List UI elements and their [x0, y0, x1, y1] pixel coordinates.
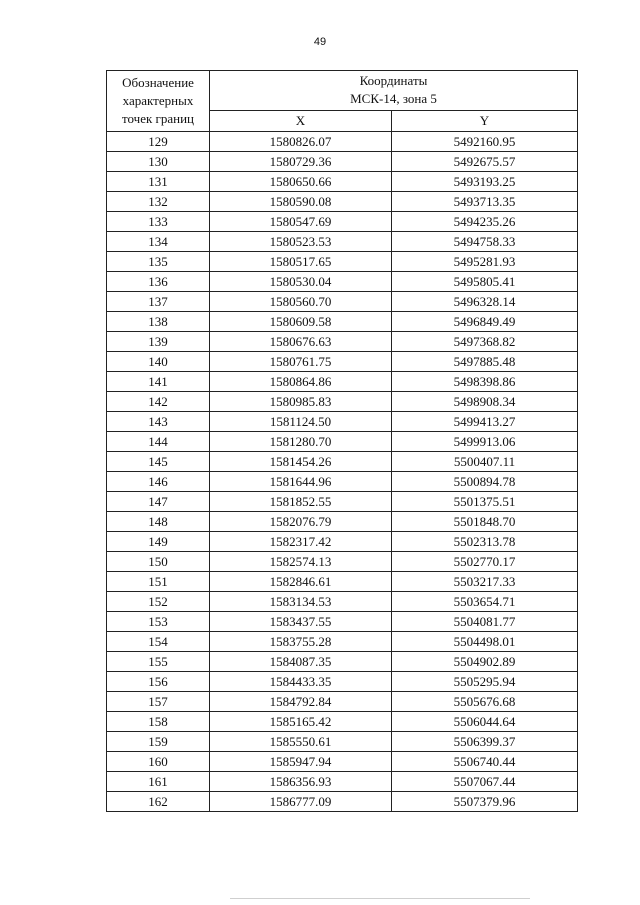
coordinate-system-label: МСК-14, зона 5 — [350, 91, 437, 107]
y-coordinate-cell: 5502313.78 — [392, 532, 578, 552]
x-coordinate-cell: 1580517.65 — [210, 252, 392, 272]
y-coordinate-cell: 5504081.77 — [392, 612, 578, 632]
x-coordinate-cell: 1580560.70 — [210, 292, 392, 312]
y-coordinate-cell: 5495281.93 — [392, 252, 578, 272]
coordinates-table — [106, 70, 578, 812]
table-row — [107, 312, 578, 332]
x-coordinate-cell: 1581644.96 — [210, 472, 392, 492]
point-id-cell: 143 — [107, 412, 210, 432]
table-row — [107, 492, 578, 512]
point-id-cell: 137 — [107, 292, 210, 312]
table-row — [107, 772, 578, 792]
y-coordinate-cell: 5504498.01 — [392, 632, 578, 652]
point-id-cell: 153 — [107, 612, 210, 632]
y-coordinate-cell: 5502770.17 — [392, 552, 578, 572]
table-row — [107, 472, 578, 492]
table-row — [107, 452, 578, 472]
table-row — [107, 212, 578, 232]
x-coordinate-cell: 1584433.35 — [210, 672, 392, 692]
y-coordinate-cell: 5492675.57 — [392, 152, 578, 172]
point-id-cell: 145 — [107, 452, 210, 472]
x-coordinate-cell: 1585550.61 — [210, 732, 392, 752]
y-coordinate-cell: 5501375.51 — [392, 492, 578, 512]
point-id-cell: 151 — [107, 572, 210, 592]
x-coordinate-cell: 1582076.79 — [210, 512, 392, 532]
point-id-cell: 160 — [107, 752, 210, 772]
x-coordinate-cell: 1584087.35 — [210, 652, 392, 672]
table-row — [107, 732, 578, 752]
page-number: 49 — [313, 36, 327, 48]
y-coordinate-cell: 5493193.25 — [392, 172, 578, 192]
table-row — [107, 172, 578, 192]
point-id-cell: 156 — [107, 672, 210, 692]
table-row — [107, 712, 578, 732]
y-coordinate-cell: 5495805.41 — [392, 272, 578, 292]
table-row — [107, 792, 578, 812]
table-row — [107, 612, 578, 632]
y-coordinate-cell: 5497885.48 — [392, 352, 578, 372]
y-coordinate-cell: 5505295.94 — [392, 672, 578, 692]
x-coordinate-cell: 1582317.42 — [210, 532, 392, 552]
table-row — [107, 672, 578, 692]
table-row — [107, 692, 578, 712]
table-body — [107, 132, 578, 812]
point-id-cell: 130 — [107, 152, 210, 172]
y-coordinate-cell: 5505676.68 — [392, 692, 578, 712]
point-id-cell: 131 — [107, 172, 210, 192]
y-coordinate-cell: 5503654.71 — [392, 592, 578, 612]
point-id-cell: 144 — [107, 432, 210, 452]
y-coordinate-cell: 5506399.37 — [392, 732, 578, 752]
table-row — [107, 392, 578, 412]
table-row — [107, 132, 578, 152]
point-id-cell: 146 — [107, 472, 210, 492]
point-id-cell: 162 — [107, 792, 210, 812]
x-coordinate-cell: 1581454.26 — [210, 452, 392, 472]
point-id-cell: 147 — [107, 492, 210, 512]
y-coordinate-cell: 5500894.78 — [392, 472, 578, 492]
table-row — [107, 352, 578, 372]
table-row — [107, 332, 578, 352]
x-coordinate-cell: 1580826.07 — [210, 132, 392, 152]
y-coordinate-cell: 5496328.14 — [392, 292, 578, 312]
y-coordinate-cell: 5507379.96 — [392, 792, 578, 812]
point-id-cell: 142 — [107, 392, 210, 412]
point-id-cell: 133 — [107, 212, 210, 232]
x-coordinate-cell: 1581852.55 — [210, 492, 392, 512]
x-coordinate-cell: 1586356.93 — [210, 772, 392, 792]
table-row — [107, 592, 578, 612]
x-coordinate-cell: 1580590.08 — [210, 192, 392, 212]
point-label-header — [107, 71, 210, 132]
point-id-cell: 140 — [107, 352, 210, 372]
y-coordinate-cell: 5504902.89 — [392, 652, 578, 672]
point-id-cell: 152 — [107, 592, 210, 612]
point-id-cell: 157 — [107, 692, 210, 712]
x-coordinate-cell: 1586777.09 — [210, 792, 392, 812]
x-coordinate-cell: 1583437.55 — [210, 612, 392, 632]
x-coordinate-cell: 1583755.28 — [210, 632, 392, 652]
point-id-cell: 138 — [107, 312, 210, 332]
table-row — [107, 512, 578, 532]
point-id-cell: 136 — [107, 272, 210, 292]
x-coordinate-cell: 1585947.94 — [210, 752, 392, 772]
table-row — [107, 272, 578, 292]
table-row — [107, 752, 578, 772]
point-id-cell: 158 — [107, 712, 210, 732]
x-coordinate-cell: 1580729.36 — [210, 152, 392, 172]
x-coordinate-cell: 1580676.63 — [210, 332, 392, 352]
y-coordinate-cell: 5506740.44 — [392, 752, 578, 772]
table-row — [107, 152, 578, 172]
x-coordinate-cell: 1581124.50 — [210, 412, 392, 432]
table-row — [107, 572, 578, 592]
y-coordinate-cell: 5496849.49 — [392, 312, 578, 332]
point-id-cell: 132 — [107, 192, 210, 212]
point-id-cell: 141 — [107, 372, 210, 392]
y-coordinate-cell: 5497368.82 — [392, 332, 578, 352]
point-id-cell: 129 — [107, 132, 210, 152]
table-row — [107, 652, 578, 672]
x-coordinate-cell: 1583134.53 — [210, 592, 392, 612]
x-coordinate-cell: 1585165.42 — [210, 712, 392, 732]
y-coordinate-cell: 5501848.70 — [392, 512, 578, 532]
y-column-header: Y — [392, 110, 578, 131]
x-column-header: X — [210, 110, 392, 131]
table-row — [107, 532, 578, 552]
y-coordinate-cell: 5503217.33 — [392, 572, 578, 592]
scan-edge-mark — [230, 898, 530, 899]
y-coordinate-cell: 5499913.06 — [392, 432, 578, 452]
coordinates-header — [210, 71, 578, 111]
x-coordinate-cell: 1580609.58 — [210, 312, 392, 332]
x-coordinate-cell: 1580761.75 — [210, 352, 392, 372]
point-id-cell: 155 — [107, 652, 210, 672]
table-row — [107, 252, 578, 272]
table-row — [107, 552, 578, 572]
table-row — [107, 412, 578, 432]
x-coordinate-cell: 1580547.69 — [210, 212, 392, 232]
y-coordinate-cell: 5493713.35 — [392, 192, 578, 212]
x-coordinate-cell: 1580523.53 — [210, 232, 392, 252]
y-coordinate-cell: 5498398.86 — [392, 372, 578, 392]
x-coordinate-cell: 1581280.70 — [210, 432, 392, 452]
y-coordinate-cell: 5494235.26 — [392, 212, 578, 232]
table-row — [107, 372, 578, 392]
x-coordinate-cell: 1580650.66 — [210, 172, 392, 192]
x-coordinate-cell: 1582574.13 — [210, 552, 392, 572]
point-id-cell: 150 — [107, 552, 210, 572]
y-coordinate-cell: 5492160.95 — [392, 132, 578, 152]
y-coordinate-cell: 5498908.34 — [392, 392, 578, 412]
table-row — [107, 432, 578, 452]
x-coordinate-cell: 1580985.83 — [210, 392, 392, 412]
point-id-cell: 135 — [107, 252, 210, 272]
point-id-cell: 148 — [107, 512, 210, 532]
table-row — [107, 292, 578, 312]
table-row — [107, 232, 578, 252]
point-id-cell: 161 — [107, 772, 210, 792]
y-coordinate-cell: 5507067.44 — [392, 772, 578, 792]
x-coordinate-cell: 1580530.04 — [210, 272, 392, 292]
point-id-cell: 134 — [107, 232, 210, 252]
x-coordinate-cell: 1580864.86 — [210, 372, 392, 392]
table-row — [107, 632, 578, 652]
y-coordinate-cell: 5506044.64 — [392, 712, 578, 732]
y-coordinate-cell: 5494758.33 — [392, 232, 578, 252]
x-coordinate-cell: 1582846.61 — [210, 572, 392, 592]
y-coordinate-cell: 5499413.27 — [392, 412, 578, 432]
table-header — [107, 71, 578, 132]
coordinates-title: Координаты — [359, 73, 428, 89]
point-id-cell: 139 — [107, 332, 210, 352]
table-row — [107, 192, 578, 212]
point-id-cell: 159 — [107, 732, 210, 752]
y-coordinate-cell: 5500407.11 — [392, 452, 578, 472]
point-id-cell: 149 — [107, 532, 210, 552]
point-label-text: Обозначение характерных точек границ — [121, 75, 195, 126]
x-coordinate-cell: 1584792.84 — [210, 692, 392, 712]
point-id-cell: 154 — [107, 632, 210, 652]
